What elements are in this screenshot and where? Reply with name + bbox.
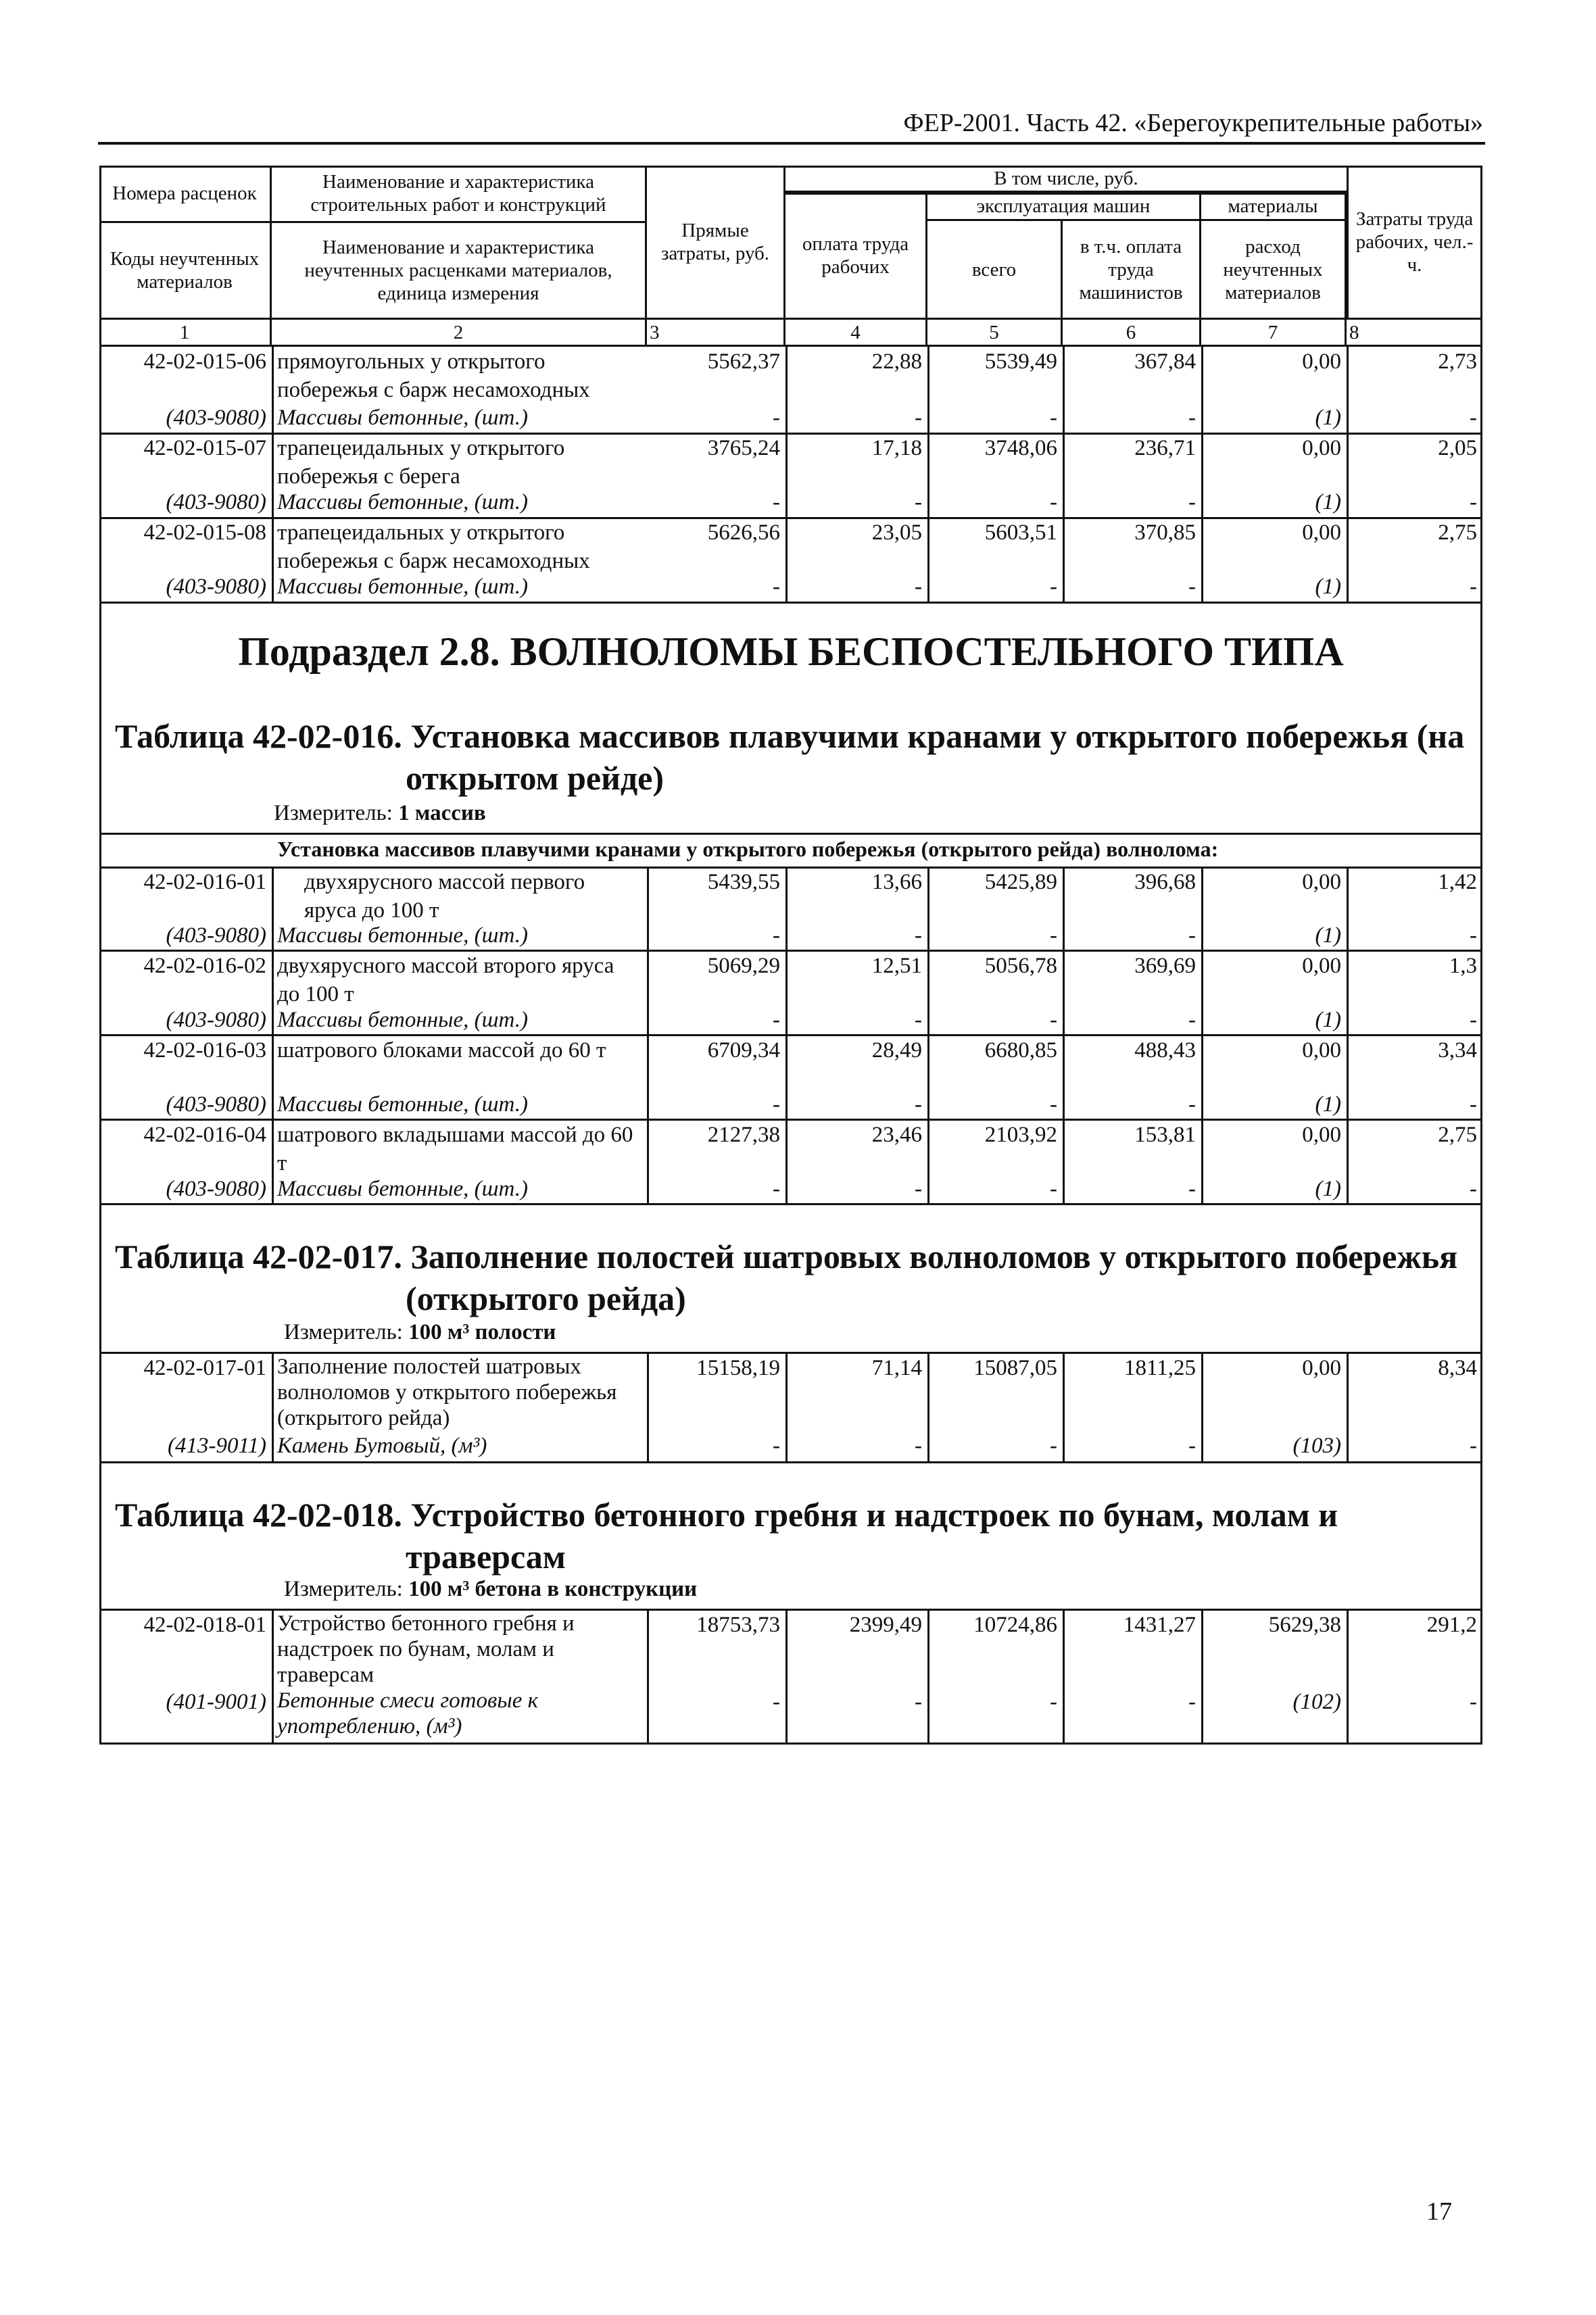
cell-dash: - bbox=[773, 490, 780, 514]
labor-pay: 28,49 bbox=[871, 1038, 922, 1063]
cell-dash: - bbox=[1470, 1177, 1477, 1201]
section-title: Подраздел 2.8. ВОЛНОЛОМЫ БЕСПОСТЕЛЬНОГО ТИПА bbox=[238, 629, 1344, 674]
unit-value: 100 м³ бетона в конструкции bbox=[408, 1577, 698, 1601]
materials: 0,00 bbox=[1302, 870, 1341, 894]
material-name: Бетонные смеси готовые к употреблению, (м³) bbox=[277, 1688, 539, 1738]
material-name: Массивы бетонные, (шт.) bbox=[277, 1177, 528, 1201]
cell-dash: - bbox=[915, 1008, 922, 1032]
machines-total: 2103,92 bbox=[984, 1123, 1057, 1147]
material-qty: (1) bbox=[1315, 575, 1341, 599]
running-header: ФЕР-2001. Часть 42. «Берегоукрепительные работы» bbox=[903, 109, 1483, 137]
rate-code: 42-02-016-04 bbox=[143, 1123, 266, 1147]
unit-value: 1 массив bbox=[398, 801, 486, 825]
col8-header: Затраты труда рабочих, чел.-ч. bbox=[1355, 208, 1474, 276]
material-name: Массивы бетонные, (шт.) bbox=[277, 406, 528, 430]
materials: 0,00 bbox=[1302, 1038, 1341, 1063]
cell-dash: - bbox=[1470, 923, 1477, 948]
rate-code: 42-02-015-06 bbox=[143, 349, 266, 374]
materials: 0,00 bbox=[1302, 1356, 1341, 1380]
materials: 0,00 bbox=[1302, 436, 1341, 460]
material-name: Массивы бетонные, (шт.) bbox=[277, 575, 528, 599]
materials-header: материалы bbox=[1201, 193, 1347, 221]
materials: 5629,38 bbox=[1268, 1613, 1341, 1637]
group-header: В том числе, руб. bbox=[785, 166, 1347, 193]
machines-total: 5056,78 bbox=[984, 954, 1057, 978]
materials: 0,00 bbox=[1302, 954, 1341, 978]
cell-dash: - bbox=[1050, 406, 1057, 430]
labor-pay: 17,18 bbox=[871, 436, 922, 460]
cell-dash: - bbox=[1188, 1008, 1196, 1032]
cell-dash: - bbox=[915, 406, 922, 430]
rate-code: 42-02-016-03 bbox=[143, 1038, 266, 1063]
material-code: (403-9080) bbox=[166, 1008, 266, 1032]
cell-dash: - bbox=[1050, 575, 1057, 599]
table-017-title-line1: Таблица 42-02-017. Заполнение полостей шатровых волноломов у открытого побережья bbox=[115, 1238, 1458, 1275]
material-name: Массивы бетонные, (шт.) bbox=[277, 1008, 528, 1032]
cell-dash: - bbox=[1188, 575, 1196, 599]
rate-name: Устройство бетонного гребня и надстроек по бунам, молам и траверсам bbox=[277, 1611, 575, 1687]
col-number: 3 bbox=[647, 320, 785, 345]
table-018-unit bbox=[284, 1577, 697, 1602]
cell-dash: - bbox=[1470, 1092, 1477, 1117]
col6-header: в т.ч. оплата труда машинистов bbox=[1063, 221, 1201, 318]
rate-code: 42-02-015-07 bbox=[143, 436, 266, 460]
machinist-pay: 396,68 bbox=[1134, 870, 1196, 894]
rate-name: шатрового блоками массой до 60 т bbox=[277, 1038, 606, 1063]
cell-dash: - bbox=[915, 1177, 922, 1201]
table-017-unit bbox=[284, 1320, 556, 1345]
table-018-title-line2: траверсам bbox=[406, 1538, 566, 1576]
rate-name: шатрового вкладышами массой до 60 т bbox=[277, 1123, 633, 1175]
material-code: (401-9001) bbox=[166, 1690, 266, 1714]
material-name: Массивы бетонные, (шт.) bbox=[277, 923, 528, 948]
machinist-pay: 153,81 bbox=[1134, 1123, 1196, 1147]
material-code: (403-9080) bbox=[166, 1177, 266, 1201]
col4-header: оплата труда рабочих bbox=[785, 193, 927, 318]
col1-header-bottom: Коды неучтенных материалов bbox=[99, 223, 272, 318]
cell-dash: - bbox=[1050, 490, 1057, 514]
page-number: 17 bbox=[1426, 2197, 1452, 2226]
cell-dash: - bbox=[915, 1690, 922, 1714]
labor-hours: 2,05 bbox=[1438, 436, 1477, 460]
cell-dash: - bbox=[1188, 1092, 1196, 1117]
labor-hours: 3,34 bbox=[1438, 1038, 1477, 1063]
col2-header-bottom: Наименование и характеристика неучтенных расценками материалов, единица измерения bbox=[272, 223, 647, 318]
col-number: 6 bbox=[1063, 320, 1201, 345]
machines-total: 6680,85 bbox=[984, 1038, 1057, 1063]
table-016-title-line2: открытом рейде) bbox=[406, 759, 664, 797]
cell-dash: - bbox=[773, 406, 780, 430]
machines-total: 5425,89 bbox=[984, 870, 1057, 894]
labor-hours: 8,34 bbox=[1438, 1356, 1477, 1380]
cell-dash: - bbox=[1188, 490, 1196, 514]
rate-name: прямоугольных у открытого побережья с барж несамоходных bbox=[277, 349, 590, 402]
col3-header: Прямые затраты, руб. bbox=[647, 166, 785, 318]
cell-dash: - bbox=[915, 490, 922, 514]
col-number: 4 bbox=[785, 320, 927, 345]
col-number: 8 bbox=[1349, 321, 1359, 343]
col-number: 2 bbox=[272, 320, 647, 345]
cell-dash: - bbox=[915, 923, 922, 948]
materials: 0,00 bbox=[1302, 1123, 1341, 1147]
machines-header: эксплуатация машин bbox=[927, 193, 1201, 221]
cell-dash: - bbox=[1470, 1434, 1477, 1458]
material-qty: (1) bbox=[1315, 490, 1341, 514]
table-016-group-header: Установка массивов плавучими кранами у открытого побережья (открытого рейда) волнолома: bbox=[277, 837, 1219, 861]
cell-dash: - bbox=[773, 1434, 780, 1458]
cell-dash: - bbox=[1188, 923, 1196, 948]
rate-code: 42-02-016-01 bbox=[143, 870, 266, 894]
labor-pay: 71,14 bbox=[871, 1356, 922, 1380]
direct-cost: 5439,55 bbox=[707, 870, 780, 894]
materials: 0,00 bbox=[1302, 520, 1341, 545]
rate-name: Заполнение полостей шатровых волноломов у открытого побережья (открытого рейда) bbox=[277, 1355, 617, 1430]
cell-dash: - bbox=[1050, 1177, 1057, 1201]
cell-dash: - bbox=[1188, 1434, 1196, 1458]
material-code: (403-9080) bbox=[166, 1092, 266, 1117]
direct-cost: 18753,73 bbox=[696, 1613, 780, 1637]
rate-code: 42-02-016-02 bbox=[143, 954, 266, 978]
unit-label: Измеритель: bbox=[274, 801, 393, 825]
cell-dash: - bbox=[1470, 575, 1477, 599]
rate-code: 42-02-018-01 bbox=[143, 1613, 266, 1637]
machines-total: 5539,49 bbox=[984, 349, 1057, 374]
cell-dash: - bbox=[773, 1177, 780, 1201]
cell-dash: - bbox=[1188, 406, 1196, 430]
cell-dash: - bbox=[1050, 1434, 1057, 1458]
table-018-title-line1: Таблица 42-02-018. Устройство бетонного гребня и надстроек по бунам, молам и bbox=[115, 1496, 1338, 1534]
material-code: (413-9011) bbox=[167, 1434, 266, 1458]
material-name: Массивы бетонные, (шт.) bbox=[277, 1092, 528, 1117]
col7-header: расход неучтенных материалов bbox=[1201, 221, 1347, 318]
material-code: (403-9080) bbox=[166, 575, 266, 599]
col1-header-top: Номера расценок bbox=[99, 166, 272, 223]
labor-pay: 22,88 bbox=[871, 349, 922, 374]
cell-dash: - bbox=[915, 1434, 922, 1458]
machinist-pay: 1431,27 bbox=[1123, 1613, 1196, 1637]
unit-label: Измеритель: bbox=[284, 1577, 403, 1601]
material-code: (403-9080) bbox=[166, 406, 266, 430]
cell-dash: - bbox=[773, 923, 780, 948]
rate-name: двухярусного массой второго яруса до 100 т bbox=[277, 954, 614, 1006]
cell-dash: - bbox=[1188, 1690, 1196, 1714]
labor-pay: 13,66 bbox=[871, 870, 922, 894]
cell-dash: - bbox=[1470, 406, 1477, 430]
material-code: (403-9080) bbox=[166, 923, 266, 948]
labor-hours: 2,75 bbox=[1438, 520, 1477, 545]
header-rule bbox=[98, 142, 1485, 145]
cell-dash: - bbox=[773, 1092, 780, 1117]
table-017-title-line2: (открытого рейда) bbox=[406, 1280, 686, 1317]
col2-header-top: Наименование и характеристика строительных работ и конструкций bbox=[272, 166, 647, 223]
machines-total: 3748,06 bbox=[984, 436, 1057, 460]
direct-cost: 5562,37 bbox=[707, 349, 780, 374]
machines-total: 15087,05 bbox=[973, 1356, 1057, 1380]
direct-cost: 5069,29 bbox=[707, 954, 780, 978]
cell-dash: - bbox=[1470, 490, 1477, 514]
machinist-pay: 488,43 bbox=[1134, 1038, 1196, 1063]
machines-total: 5603,51 bbox=[984, 520, 1057, 545]
table-016-title-line1: Таблица 42-02-016. Установка массивов плавучими кранами у открытого побережья (на bbox=[115, 717, 1465, 755]
col-number: 1 bbox=[99, 320, 272, 345]
cell-dash: - bbox=[1470, 1690, 1477, 1714]
material-qty: (1) bbox=[1315, 1008, 1341, 1032]
direct-cost: 2127,38 bbox=[707, 1123, 780, 1147]
direct-cost: 3765,24 bbox=[707, 436, 780, 460]
machinist-pay: 367,84 bbox=[1134, 349, 1196, 374]
labor-hours: 1,42 bbox=[1438, 870, 1477, 894]
material-name: Массивы бетонные, (шт.) bbox=[277, 490, 528, 514]
machinist-pay: 370,85 bbox=[1134, 520, 1196, 545]
rate-name: двухярусного массой первого яруса до 100 т bbox=[304, 870, 585, 923]
material-code: (403-9080) bbox=[166, 490, 266, 514]
unit-label: Измеритель: bbox=[284, 1320, 403, 1344]
labor-pay: 12,51 bbox=[871, 954, 922, 978]
material-qty: (1) bbox=[1315, 923, 1341, 948]
machines-total: 10724,86 bbox=[973, 1613, 1057, 1637]
cell-dash: - bbox=[915, 1092, 922, 1117]
material-name: Камень Бутовый, (м³) bbox=[277, 1434, 487, 1458]
direct-cost: 5626,56 bbox=[707, 520, 780, 545]
col-number: 5 bbox=[927, 320, 1063, 345]
machinist-pay: 369,69 bbox=[1134, 954, 1196, 978]
cell-dash: - bbox=[1470, 1008, 1477, 1032]
rate-name: трапецеидальных у открытого побережья с барж несамоходных bbox=[277, 520, 590, 573]
labor-hours: 291,2 bbox=[1426, 1613, 1477, 1637]
cell-dash: - bbox=[773, 1690, 780, 1714]
labor-hours: 1,3 bbox=[1449, 954, 1477, 978]
material-qty: (103) bbox=[1292, 1434, 1341, 1458]
cell-dash: - bbox=[1050, 1008, 1057, 1032]
rate-name: трапецеидальных у открытого побережья с берега bbox=[277, 436, 565, 489]
labor-pay: 2399,49 bbox=[849, 1613, 922, 1637]
unit-value: 100 м³ полости bbox=[408, 1320, 556, 1344]
machinist-pay: 236,71 bbox=[1134, 436, 1196, 460]
direct-cost: 15158,19 bbox=[696, 1356, 780, 1380]
material-qty: (102) bbox=[1292, 1690, 1341, 1714]
cell-dash: - bbox=[1050, 1092, 1057, 1117]
col-number: 7 bbox=[1201, 320, 1347, 345]
labor-pay: 23,46 bbox=[871, 1123, 922, 1147]
rate-code: 42-02-017-01 bbox=[143, 1356, 266, 1380]
labor-hours: 2,75 bbox=[1438, 1123, 1477, 1147]
labor-hours: 2,73 bbox=[1438, 349, 1477, 374]
cell-dash: - bbox=[1050, 1690, 1057, 1714]
cell-dash: - bbox=[773, 575, 780, 599]
rate-code: 42-02-015-08 bbox=[143, 520, 266, 545]
table-016-unit bbox=[274, 801, 486, 826]
material-qty: (1) bbox=[1315, 1092, 1341, 1117]
material-qty: (1) bbox=[1315, 406, 1341, 430]
col5-header: всего bbox=[927, 221, 1063, 318]
cell-dash: - bbox=[1050, 923, 1057, 948]
labor-pay: 23,05 bbox=[871, 520, 922, 545]
machinist-pay: 1811,25 bbox=[1123, 1356, 1196, 1380]
materials: 0,00 bbox=[1302, 349, 1341, 374]
material-qty: (1) bbox=[1315, 1177, 1341, 1201]
cell-dash: - bbox=[915, 575, 922, 599]
cell-dash: - bbox=[1188, 1177, 1196, 1201]
direct-cost: 6709,34 bbox=[707, 1038, 780, 1063]
cell-dash: - bbox=[773, 1008, 780, 1032]
